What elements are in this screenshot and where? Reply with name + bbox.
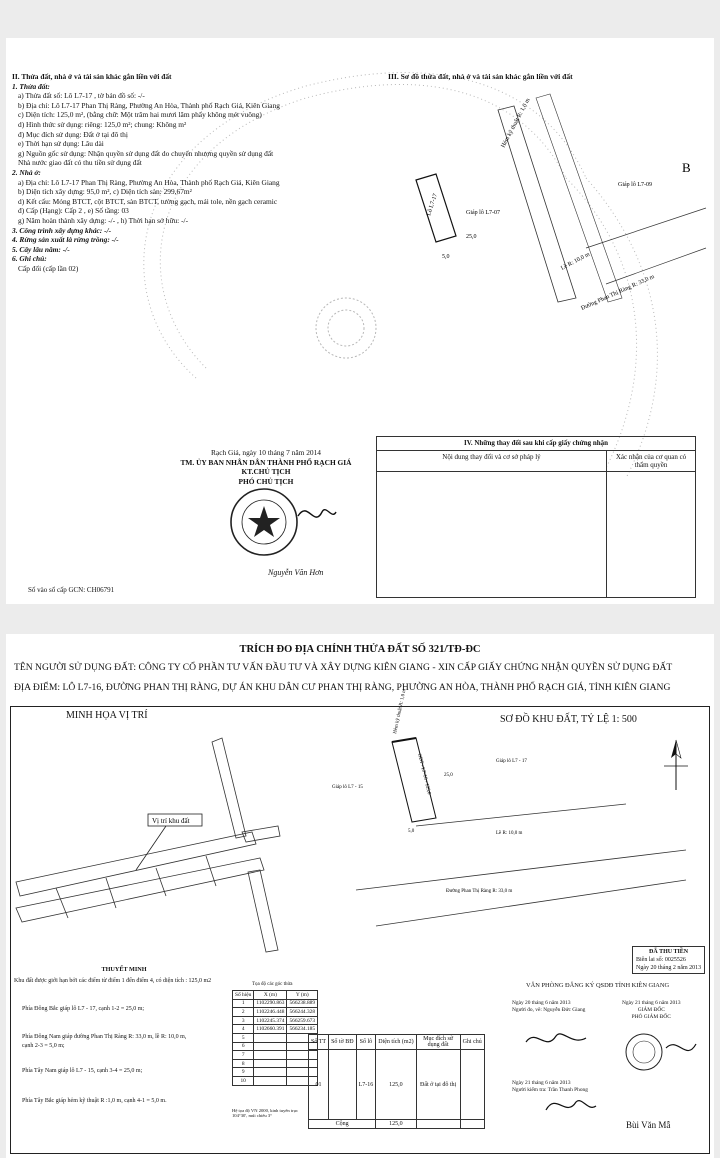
- top-road-label: Hẻm kỹ thuật R: 1,0 m: [393, 688, 408, 735]
- location-line: ĐỊA ĐIỂM: LÔ L7-16, ĐƯỜNG PHAN THỊ RÀNG, DỰ ÁN KHU DÂN CƯ PHAN THỊ RÀNG, PHƯỜNG AN HÒA, THÀNH PHỐ RẠCH GIÁ, TỈNH KIÊN GIANG: [14, 682, 671, 693]
- map-callout-label: Vị trí khu đất: [152, 817, 190, 825]
- changes-col-content: Nội dung thay đổi và cơ sở pháp lý: [377, 451, 607, 472]
- signer-org: TM. ỦY BAN NHÂN DÂN THÀNH PHỐ RẠCH GIÁ: [180, 457, 352, 467]
- boundary-line: Phía Tây Bắc giáp hẻm kỹ thuật R :1,0 m, cạnh 4-1 = 5,0 m.: [22, 1098, 167, 1104]
- sidewalk-label: Lề R: 10,0 m: [560, 251, 591, 272]
- dim-width: 5,0: [442, 254, 450, 260]
- paid-title: ĐÃ THU TIỀN: [649, 949, 689, 955]
- official-seal: [228, 482, 338, 572]
- house-line: d) Kết cấu: Móng BTCT, cột BTCT, sàn BTCT, tường gạch, mái tole, nền gạch ceramic: [18, 196, 278, 206]
- signature-block: [166, 448, 366, 486]
- sidewalk-label: Lề R: 10,0 m: [496, 831, 523, 836]
- house-line: g) Năm hoàn thành xây dựng: -/- , h) Thời hạn sở hữu: -/-: [18, 215, 189, 225]
- land-line: Nhà nước giao đất có thu tiền sử dụng đất: [18, 158, 142, 168]
- coord-cell: 8: [233, 1059, 254, 1068]
- changes-table: [376, 436, 696, 598]
- lot-sketch-certificate: [386, 88, 706, 318]
- coord-cell: 1: [233, 999, 254, 1008]
- paid-number: Biên lai số: 0025526: [636, 957, 686, 963]
- lot-outline: [416, 174, 456, 242]
- dim-length: 25,0: [444, 773, 453, 778]
- coord-cell: 7: [233, 1051, 254, 1060]
- legend-title: THUYẾT MINH: [101, 966, 147, 973]
- signatures-and-seal: [516, 1022, 716, 1122]
- registration-table: [308, 1034, 485, 1129]
- checker-date: Ngày 21 tháng 6 năm 2013: [512, 1080, 571, 1086]
- location-map-title: MINH HỌA VỊ TRÍ: [66, 710, 148, 721]
- land-info-section: [12, 72, 362, 273]
- boundary-line: Phía Đông Bắc giáp lô L7 - 17, cạnh 1-2 = 25,0 m;: [22, 1006, 145, 1012]
- paid-date: Ngày 20 tháng 2 năm 2013: [636, 965, 702, 971]
- director-block: [622, 1000, 681, 1021]
- reg-cell: [460, 1120, 484, 1129]
- coord-note: Hệ tọa độ VN 2000, kinh tuyến trục 104°30', múi chiếu 3°: [232, 1108, 299, 1118]
- coord-cell: 10: [233, 1076, 254, 1085]
- dim-length: 25,0: [466, 234, 477, 240]
- front-road-label: Đường Phan Thị Ràng R: 33,0 m: [446, 889, 513, 894]
- director-sub: PHÓ GIÁM ĐỐC: [631, 1014, 671, 1020]
- dim-width: 5,0: [408, 829, 415, 834]
- signer-name: Nguyễn Văn Hơn: [268, 568, 324, 577]
- lot-label: Lô L7-17: [426, 193, 439, 217]
- reg-total-label: Cộng: [309, 1120, 376, 1129]
- survey-page: [6, 634, 714, 1158]
- reg-header: Ghi chú: [460, 1035, 484, 1050]
- reg-cell: [460, 1050, 484, 1120]
- changes-col-confirm: Xác nhận của cơ quan có thẩm quyền: [607, 451, 696, 472]
- coord-cell: [254, 1059, 287, 1068]
- signer-title: PHÓ CHỦ TỊCH: [238, 476, 294, 486]
- reg-cell: [329, 1050, 357, 1120]
- coord-cell: [254, 1042, 287, 1051]
- coord-cell: 566244.328: [287, 1008, 318, 1017]
- north-label: B: [682, 160, 691, 175]
- director-title: GIÁM ĐỐC: [637, 1007, 665, 1013]
- surveyor-date: Ngày 20 tháng 6 năm 2013: [512, 1000, 571, 1006]
- place-date: Rạch Giá, ngày 10 tháng 7 năm 2014: [210, 448, 321, 457]
- coord-cell: 2: [233, 1008, 254, 1017]
- coord-cell: [254, 1033, 287, 1042]
- coord-header: X (m): [254, 991, 287, 1000]
- reg-cell: Đất ở tại đô thị: [416, 1050, 460, 1120]
- lot-sketch-title: SƠ ĐỒ KHU ĐẤT, TỶ LỆ 1: 500: [500, 714, 637, 725]
- house-line: đ) Cấp (Hạng): Cấp 2 , e) Số tầng: 03: [18, 206, 129, 216]
- surveyor-block: [512, 1000, 585, 1014]
- reg-header: Số lô: [356, 1035, 376, 1050]
- coordinate-table: [232, 990, 318, 1086]
- legend-block: [14, 966, 234, 973]
- coord-cell: 6: [233, 1042, 254, 1051]
- reg-header: Mục đích sử dụng đất: [416, 1035, 460, 1050]
- director-date: Ngày 21 tháng 6 năm 2013: [622, 1000, 681, 1006]
- land-line: đ) Mục đích sử dụng: Đất ở tại đô thị: [18, 129, 128, 139]
- left-neighbor-label: Giáp lô L7 - 15: [332, 785, 363, 790]
- lot-label: ODT - L7-16 - 125,0: [416, 753, 432, 796]
- coord-header: Số hiệu: [233, 991, 254, 1000]
- land-line: a) Thửa đất số: Lô L7-17 , tờ bản đồ số: -/-: [18, 91, 145, 101]
- surveyor-role: Người đo, vẽ: Nguyễn Đức Giang: [512, 1007, 586, 1013]
- coord-cell: [254, 1076, 287, 1085]
- land-line: b) Địa chỉ: Lô L7-17 Phan Thị Ràng, Phường An Hòa, Thành phố Rạch Giá, Kiên Giang: [18, 100, 280, 110]
- top-road-label: Hẻm kỹ thuật R: 1,0 m: [500, 97, 532, 149]
- reg-header: Số TT: [309, 1035, 329, 1050]
- house-line: b) Diện tích xây dựng: 95,0 m², c) Diện tích sàn: 299,67m²: [18, 187, 192, 197]
- reg-cell: [416, 1120, 460, 1129]
- other-item: 3. Công trình xây dựng khác: -/-: [12, 225, 112, 235]
- land-line: g) Nguồn gốc sử dụng: Nhận quyền sử dụng đất do chuyển nhượng quyền sử dụng đất: [18, 148, 274, 158]
- boundary-line: Phía Đông Nam giáp đường Phan Thị Ràng R: 33,0 m, lề R: 10,0 m,: [22, 1034, 187, 1040]
- section-3-title: III. Sơ đồ thửa đất, nhà ở và tài sản khác gắn liền với đất: [388, 72, 573, 81]
- house-head: 2. Nhà ở:: [12, 167, 41, 177]
- reg-cell: 125,0: [376, 1050, 416, 1120]
- boundary-line: Phía Tây Nam giáp lô L7 - 15, cạnh 3-4 = 25,0 m;: [22, 1068, 143, 1074]
- coord-cell: 3: [233, 1016, 254, 1025]
- director-name: Bùi Văn Mẫ: [626, 1120, 671, 1130]
- checker-role: Người kiểm tra: Trần Thanh Phong: [512, 1087, 588, 1093]
- left-neighbor-label: Giáp lô L7-07: [466, 210, 500, 216]
- signer-role: KT.CHỦ TỊCH: [241, 467, 291, 476]
- coord-cell: 1102245.374: [254, 1016, 287, 1025]
- office-name: VĂN PHÒNG ĐĂNG KÝ QSDĐ TỈNH KIÊN GIANG: [526, 982, 670, 989]
- reg-total-value: 125,0: [376, 1120, 416, 1129]
- certificate-page: [6, 38, 714, 604]
- other-item: 6. Ghi chú:: [12, 254, 47, 264]
- changes-empty-cell: [607, 472, 696, 598]
- other-item: 4. Rừng sản xuất là rừng trồng: -/-: [12, 235, 119, 245]
- coord-cell: 9: [233, 1068, 254, 1077]
- paid-stamp: [632, 946, 705, 974]
- house-line: a) Địa chỉ: Lô L7-17 Phan Thị Ràng, Phường An Hòa, Thành phố Rạch Giá, Kiên Giang: [18, 177, 280, 187]
- coord-cell: [254, 1051, 287, 1060]
- survey-title: TRÍCH ĐO ĐỊA CHÍNH THỬA ĐẤT SỐ 321/TĐ-ĐC: [239, 644, 481, 655]
- north-arrow-icon: [664, 740, 688, 790]
- coord-cell: 1102246.448: [254, 1008, 287, 1017]
- legend-intro: Khu đất được giới hạn bởi các điểm từ điểm 1 đến điểm 4, có diện tích : 125,0 m2: [14, 978, 212, 984]
- reg-header: Số tờ BĐ: [329, 1035, 357, 1050]
- user-line: TÊN NGƯỜI SỬ DỤNG ĐẤT: CÔNG TY CỔ PHẦN TƯ VẤN ĐẦU TƯ VÀ XÂY DỰNG KIÊN GIANG - XIN CẤP GIẤY CHỨNG NHẬN QUYỀN SỬ DỤNG ĐẤT: [14, 662, 673, 673]
- land-line: e) Thời hạn sử dụng: Lâu dài: [18, 139, 104, 149]
- coord-cell: 566259.673: [287, 1016, 318, 1025]
- ledger-number: Số vào sổ cấp GCN: CH06791: [28, 586, 115, 594]
- other-item: 5. Cây lâu năm: -/-: [12, 244, 70, 254]
- land-line: c) Diện tích: 125,0 m², (bằng chữ: Một trăm hai mươi lăm phẩy không mét vuông): [18, 110, 262, 120]
- land-line: d) Hình thức sử dụng: riêng: 125,0 m²; chung: Không m²: [18, 119, 187, 129]
- coord-cell: 1102290.863: [254, 999, 287, 1008]
- changes-empty-cell: [377, 472, 607, 598]
- right-neighbor-label: Giáp lô L7 - 17: [496, 759, 527, 764]
- coord-caption: Tọa độ các góc thửa: [252, 982, 293, 987]
- note-text: Cấp đổi (cấp lần 02): [18, 263, 79, 273]
- reg-cell: 01: [309, 1050, 329, 1120]
- boundary-line: cạnh 2-3 = 5,0 m;: [22, 1043, 65, 1049]
- changes-title: IV. Những thay đổi sau khi cấp giấy chứng nhận: [377, 437, 696, 451]
- reg-header: Diện tích (m2): [376, 1035, 416, 1050]
- coord-cell: [254, 1068, 287, 1077]
- location-map: [16, 732, 286, 952]
- coord-cell: 1102660.391: [254, 1025, 287, 1034]
- coord-header: Y (m): [287, 991, 318, 1000]
- coord-cell: 566238.889: [287, 999, 318, 1008]
- coord-cell: 5: [233, 1033, 254, 1042]
- front-road-label: Đường Phan Thị Ràng R: 33,0 m: [580, 274, 656, 312]
- signature-scribble: [298, 510, 336, 517]
- lot-outline: [392, 738, 436, 822]
- section-2-title: II. Thửa đất, nhà ở và tài sản khác gắn liền với đất: [12, 72, 172, 81]
- coord-cell: 566234.185: [287, 1025, 318, 1034]
- coord-cell: 4: [233, 1025, 254, 1034]
- reg-cell: L7-16: [356, 1050, 376, 1120]
- land-head: 1. Thửa đất:: [12, 81, 50, 91]
- right-neighbor-label: Giáp lô L7-09: [618, 182, 652, 188]
